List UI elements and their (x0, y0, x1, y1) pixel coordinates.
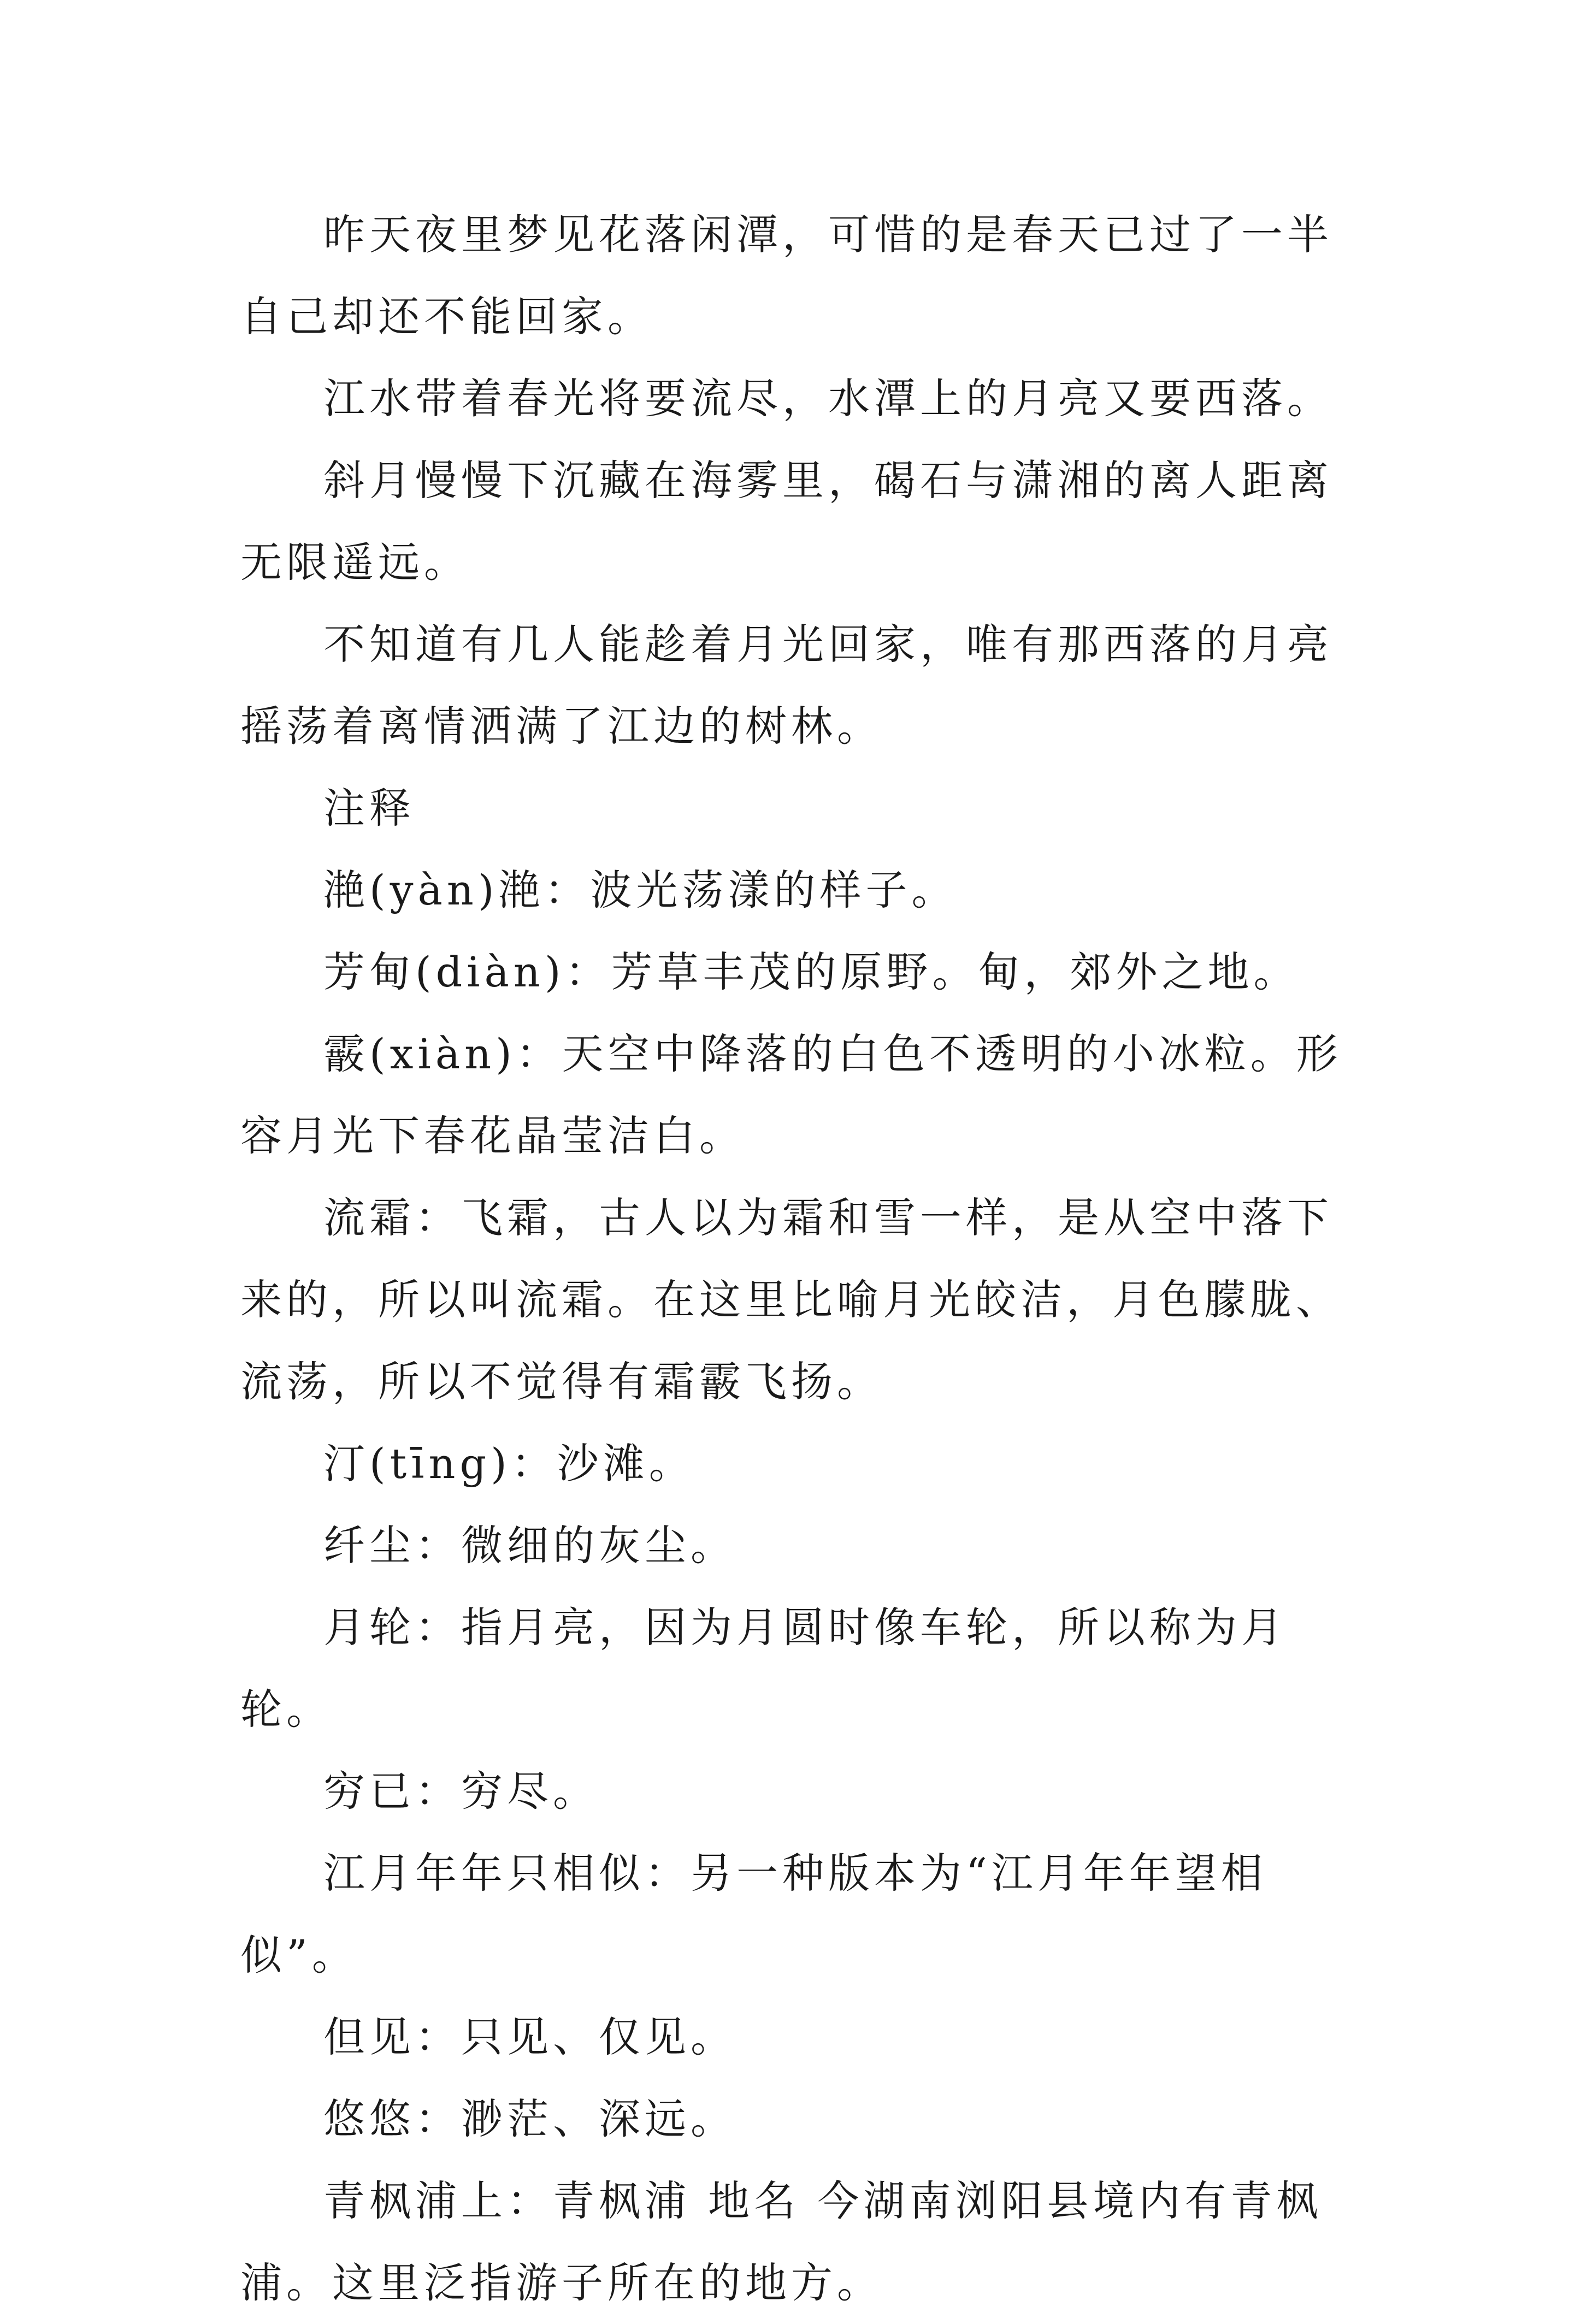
note-xian: 霰(xiàn)：天空中降落的白色不透明的小冰粒。形容月光下春花晶莹洁白。 (240, 1030, 1342, 1160)
paragraph-translation-3: 斜月慢慢下沉藏在海雾里，碣石与潇湘的离人距离无限遥远。 (240, 456, 1333, 587)
note-qiongyi: 穷已：穷尽。 (323, 1767, 599, 1816)
note-ting: 汀(tīng)：沙滩。 (323, 1439, 695, 1488)
note-danjian: 但见：只见、仅见。 (323, 2013, 736, 2061)
paragraph-translation-2: 江水带着春光将要流尽，水潭上的月亮又要西落。 (323, 374, 1333, 423)
note-xianchen: 纤尘：微细的灰尘。 (323, 1521, 736, 1570)
notes-heading: 注释 (323, 784, 415, 832)
note-jiangyue: 江月年年只相似：另一种版本为“江月年年望相似”。 (240, 1849, 1267, 1979)
note-liushuang: 流霜：飞霜，古人以为霜和雪一样，是从空中落下来的，所以叫流霜。在这里比喻月光皎洁，月色朦胧、流荡，所以不觉得有霜霰飞扬。 (240, 1193, 1342, 1406)
note-youyou: 悠悠：渺茫、深远。 (323, 2095, 736, 2143)
note-yuelun: 月轮：指月亮，因为月圆时像车轮，所以称为月轮。 (240, 1603, 1287, 1734)
document-body (240, 194, 1360, 2324)
paragraph-translation-1: 昨天夜里梦见花落闲潭，可惜的是春天已过了一半自己却还不能回家。 (240, 210, 1333, 341)
note-qingfengpu: 青枫浦上：青枫浦 地名 今湖南浏阳县境内有青枫浦。这里泛指游子所在的地方。 (240, 2177, 1323, 2307)
note-fangdian: 芳甸(diàn)：芳草丰茂的原野。甸，郊外之地。 (323, 948, 1300, 996)
paragraph-translation-4: 不知道有几人能趁着月光回家，唯有那西落的月亮摇荡着离情洒满了江边的树林。 (240, 620, 1333, 750)
note-yanyan: 滟(yàn)滟：波光荡漾的样子。 (323, 866, 958, 914)
